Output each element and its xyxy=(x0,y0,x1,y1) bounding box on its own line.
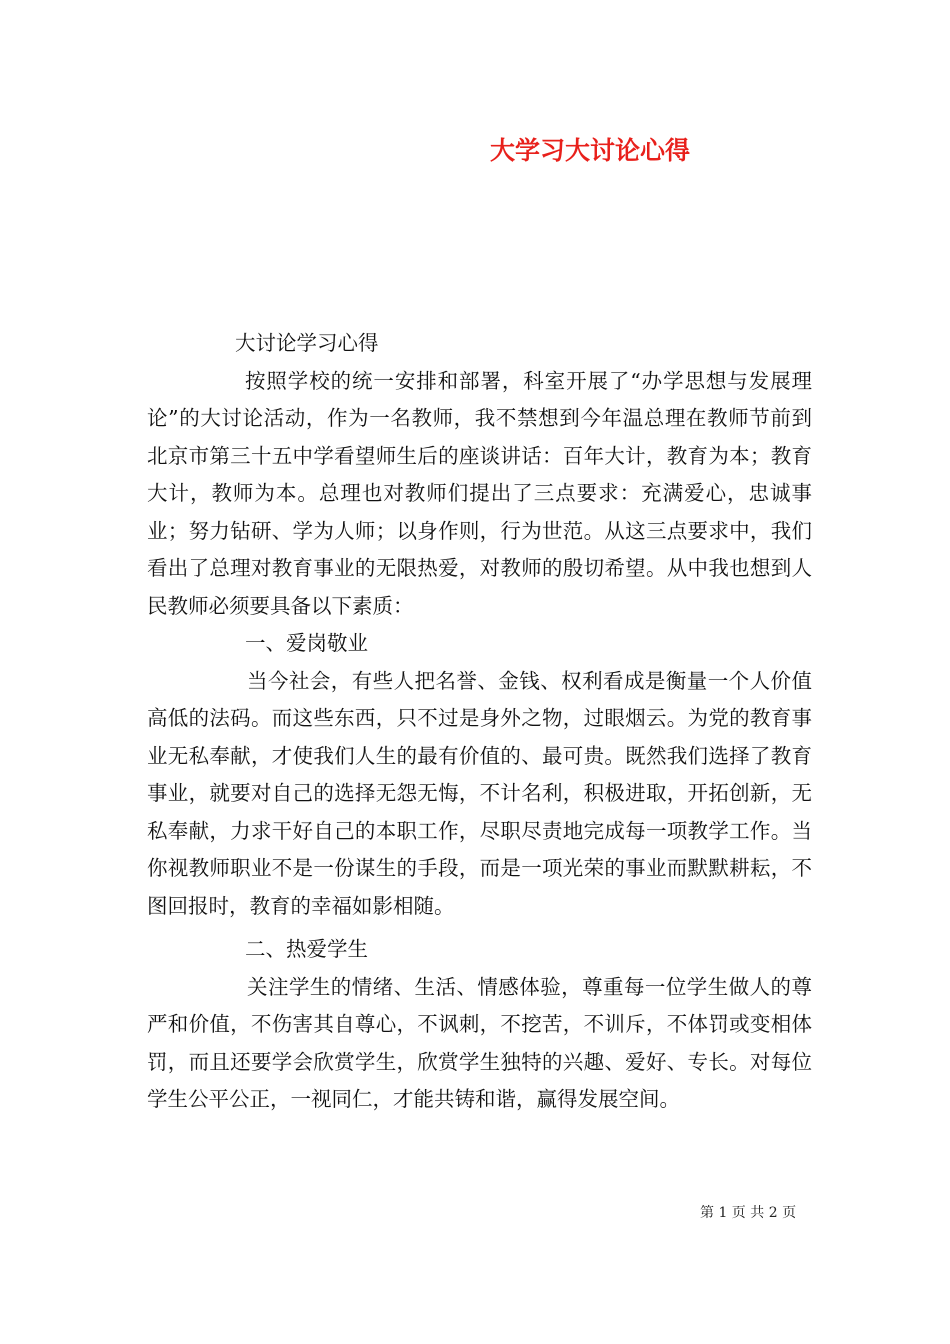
document-title: 大学习大讨论心得 xyxy=(489,136,690,165)
document-subtitle: 大讨论学习心得 xyxy=(235,331,379,355)
paragraph-2: 关注学生的情绪、生活、情感体验，尊重每一位学生做人的尊严和价值，不伤害其自尊心，不讽刺，不挖苦，不训斥，不体罚或变相体罚，而且还要学会欣赏学生，欣赏学生独特的兴趣、爱好、专长。对每位学生公平公正，一视同仁，才能共铸和谐，赢得发展空间。 xyxy=(147,974,812,1111)
section-heading-2: 二、热爱学生 xyxy=(245,937,368,961)
paragraph-intro: 按照学校的统一安排和部署，科室开展了“办学思想与发展理论”的大讨论活动，作为一名教师，我不禁想到今年温总理在教师节前到北京市第三十五中学看望师生后的座谈讲话：百年大计，教育为本；教育大计，教师为本。总理也对教师们提出了三点要求：充满爱心，忠诚事业；努力钻研、学为人师；以身作则，行为世范。从这三点要求中，我们看出了总理对教育事业的无限热爱，对教师的殷切希望。从中我也想到人民教师必须要具备以下素质： xyxy=(147,368,812,618)
page-footer: 第 1 页 共 2 页 xyxy=(700,1205,797,1221)
paragraph-1: 当今社会，有些人把名誉、金钱、权利看成是衡量一个人价值高低的法码。而这些东西，只不过是身外之物，过眼烟云。为党的教育事业无私奉献，才使我们人生的最有价值的、最可贵。既然我们选择了教育事业，就要对自己的选择无怨无悔，不计名利，积极进取，开拓创新，无私奉献，力求干好自己的本职工作，尽职尽责地完成每一项教学工作。当你视教师职业不是一份谋生的手段，而是一项光荣的事业而默默耕耘，不图回报时，教育的幸福如影相随。 xyxy=(147,668,812,918)
document-body xyxy=(147,325,812,1119)
section-heading-1: 一、爱岗敬业 xyxy=(245,631,368,655)
